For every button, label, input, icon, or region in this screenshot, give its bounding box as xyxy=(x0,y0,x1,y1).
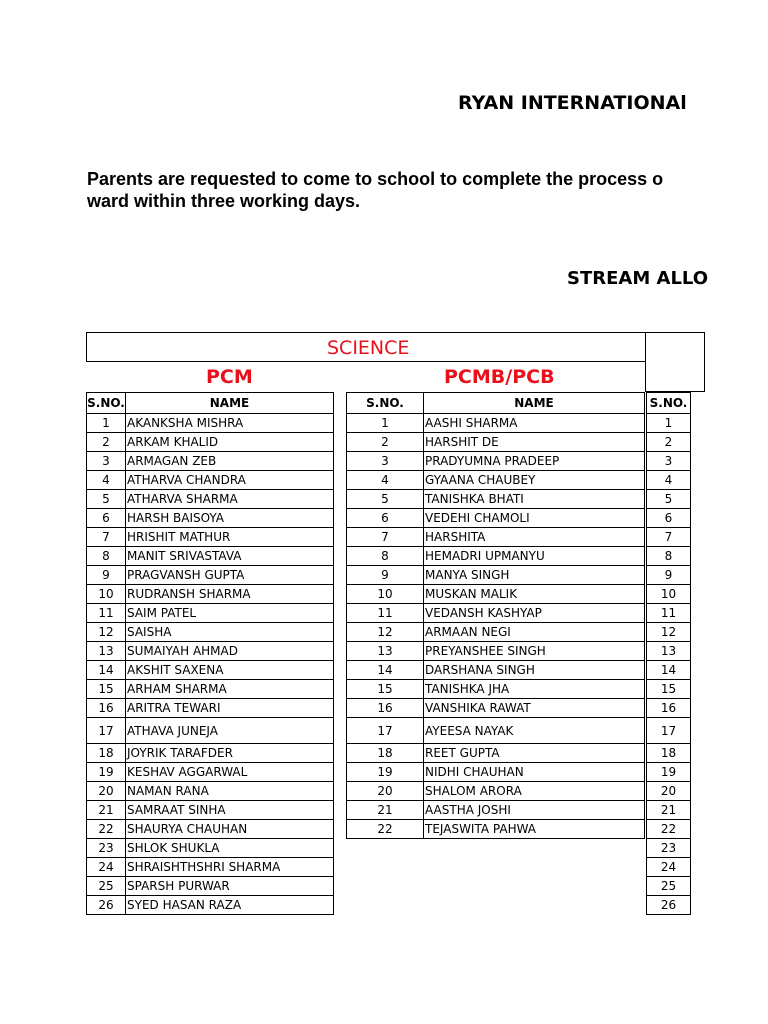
serial-number-cell: 16 xyxy=(347,699,424,718)
student-name-cell: PRAGVANSH GUPTA xyxy=(126,566,334,585)
serial-number-cell: 5 xyxy=(87,490,126,509)
serial-number-cell: 15 xyxy=(87,680,126,699)
table-row xyxy=(347,718,645,744)
student-name-cell: JOYRIK TARAFDER xyxy=(126,744,334,763)
table-row xyxy=(87,585,334,604)
student-name-cell: ATHAVA JUNEJA xyxy=(126,718,334,744)
serial-number-cell: 7 xyxy=(347,528,424,547)
serial-number-cell: 13 xyxy=(347,642,424,661)
student-name-cell: VEDEHI CHAMOLI xyxy=(424,509,645,528)
sno-header: S.NO. xyxy=(87,393,126,414)
table-row xyxy=(347,744,645,763)
serial-number-cell: 9 xyxy=(647,566,691,585)
student-name-cell: AASTHA JOSHI xyxy=(424,801,645,820)
student-name-cell: SAMRAAT SINHA xyxy=(126,801,334,820)
table-row xyxy=(647,433,691,452)
student-name-cell: AKANKSHA MISHRA xyxy=(126,414,334,433)
table-row xyxy=(87,877,334,896)
science-label: SCIENCE xyxy=(327,337,410,359)
table-row xyxy=(647,414,691,433)
student-name-cell: SHLOK SHUKLA xyxy=(126,839,334,858)
name-header: NAME xyxy=(126,393,334,414)
table-row xyxy=(347,782,645,801)
table-row xyxy=(87,896,334,915)
table-row xyxy=(87,547,334,566)
serial-number-cell: 3 xyxy=(647,452,691,471)
serial-number-cell: 16 xyxy=(87,699,126,718)
serial-number-cell: 24 xyxy=(647,858,691,877)
table-row xyxy=(87,858,334,877)
serial-number-cell: 8 xyxy=(647,547,691,566)
table-row xyxy=(347,642,645,661)
serial-number-cell: 23 xyxy=(647,839,691,858)
serial-number-cell: 5 xyxy=(647,490,691,509)
serial-number-cell: 25 xyxy=(647,877,691,896)
table-row xyxy=(347,509,645,528)
table-row xyxy=(87,642,334,661)
table-row xyxy=(647,528,691,547)
serial-number-cell: 12 xyxy=(647,623,691,642)
student-name-cell: ATHARVA SHARMA xyxy=(126,490,334,509)
table-row xyxy=(87,623,334,642)
serial-number-cell: 13 xyxy=(647,642,691,661)
student-name-cell: VANSHIKA RAWAT xyxy=(424,699,645,718)
student-name-cell: SHAURYA CHAUHAN xyxy=(126,820,334,839)
table-row xyxy=(647,680,691,699)
student-name-cell: SPARSH PURWAR xyxy=(126,877,334,896)
table-row xyxy=(647,699,691,718)
serial-number-cell: 20 xyxy=(87,782,126,801)
serial-number-cell: 20 xyxy=(347,782,424,801)
student-name-cell: ATHARVA CHANDRA xyxy=(126,471,334,490)
student-name-cell: SHALOM ARORA xyxy=(424,782,645,801)
serial-number-cell: 24 xyxy=(87,858,126,877)
table-row xyxy=(87,528,334,547)
student-name-cell: AYEESA NAYAK xyxy=(424,718,645,744)
serial-number-cell: 21 xyxy=(647,801,691,820)
parent-notice xyxy=(87,168,707,212)
student-name-cell: SHRAISHTHSHRI SHARMA xyxy=(126,858,334,877)
student-name-cell: KESHAV AGGARWAL xyxy=(126,763,334,782)
table-row xyxy=(647,623,691,642)
serial-number-cell: 15 xyxy=(647,680,691,699)
student-name-cell: SYED HASAN RAZA xyxy=(126,896,334,915)
table-row xyxy=(647,718,691,744)
table-row xyxy=(347,820,645,839)
table-row xyxy=(647,763,691,782)
table-row xyxy=(87,680,334,699)
serial-number-cell: 14 xyxy=(87,661,126,680)
table-row xyxy=(647,661,691,680)
serial-number-cell: 20 xyxy=(647,782,691,801)
school-title: RYAN INTERNATIONAl xyxy=(458,92,687,114)
pcm-group-label: PCM xyxy=(206,366,253,388)
student-name-cell: GYAANA CHAUBEY xyxy=(424,471,645,490)
table-row xyxy=(647,490,691,509)
table-row xyxy=(347,452,645,471)
serial-number-cell: 16 xyxy=(647,699,691,718)
serial-number-cell: 8 xyxy=(347,547,424,566)
table-row xyxy=(347,661,645,680)
notice-line-1: Parents are requested to come to school to complete the process o xyxy=(87,169,664,189)
student-name-cell: VEDANSH KASHYAP xyxy=(424,604,645,623)
table-row xyxy=(647,585,691,604)
table-row xyxy=(87,801,334,820)
table-row xyxy=(347,414,645,433)
serial-number-cell: 17 xyxy=(87,718,126,744)
serial-number-cell: 19 xyxy=(87,763,126,782)
student-name-cell: ARITRA TEWARI xyxy=(126,699,334,718)
student-name-cell: HRISHIT MATHUR xyxy=(126,528,334,547)
serial-number-cell: 10 xyxy=(347,585,424,604)
table-row xyxy=(347,566,645,585)
serial-number-cell: 25 xyxy=(87,877,126,896)
serial-number-cell: 5 xyxy=(347,490,424,509)
table-row xyxy=(647,566,691,585)
pcm-table xyxy=(86,392,334,915)
serial-number-cell: 12 xyxy=(347,623,424,642)
table-row xyxy=(87,452,334,471)
student-name-cell: HARSHITA xyxy=(424,528,645,547)
serial-number-cell: 17 xyxy=(347,718,424,744)
table-row xyxy=(87,566,334,585)
serial-number-cell: 19 xyxy=(347,763,424,782)
student-name-cell: ARKAM KHALID xyxy=(126,433,334,452)
serial-number-cell: 4 xyxy=(87,471,126,490)
serial-number-cell: 6 xyxy=(647,509,691,528)
table-row xyxy=(347,433,645,452)
table-row xyxy=(647,509,691,528)
student-name-cell: MUSKAN MALIK xyxy=(424,585,645,604)
table-row xyxy=(647,782,691,801)
table-row xyxy=(647,547,691,566)
serial-number-cell: 11 xyxy=(647,604,691,623)
student-name-cell: HARSH BAISOYA xyxy=(126,509,334,528)
table-row xyxy=(347,585,645,604)
table-row xyxy=(87,763,334,782)
student-name-cell: DARSHANA SINGH xyxy=(424,661,645,680)
table-row xyxy=(87,509,334,528)
table-row xyxy=(87,839,334,858)
table-row xyxy=(647,896,691,915)
table-row xyxy=(647,877,691,896)
serial-number-cell: 19 xyxy=(647,763,691,782)
serial-number-cell: 26 xyxy=(647,896,691,915)
serial-number-cell: 7 xyxy=(647,528,691,547)
table-row xyxy=(347,680,645,699)
notice-line-2: ward within three working days. xyxy=(87,191,361,211)
student-name-cell: MANYA SINGH xyxy=(424,566,645,585)
table-row xyxy=(87,699,334,718)
student-name-cell: ARMAAN NEGI xyxy=(424,623,645,642)
serial-number-cell: 14 xyxy=(347,661,424,680)
student-name-cell: ARHAM SHARMA xyxy=(126,680,334,699)
student-name-cell: TANISHKA JHA xyxy=(424,680,645,699)
table-row xyxy=(87,820,334,839)
serial-number-cell: 9 xyxy=(347,566,424,585)
table-row xyxy=(647,604,691,623)
table-row xyxy=(347,490,645,509)
table-row xyxy=(347,763,645,782)
serial-number-cell: 23 xyxy=(87,839,126,858)
student-name-cell: SAISHA xyxy=(126,623,334,642)
next-section-header-box xyxy=(645,332,705,392)
table-row xyxy=(347,528,645,547)
table-row xyxy=(647,839,691,858)
serial-number-cell: 11 xyxy=(87,604,126,623)
table-row xyxy=(87,718,334,744)
serial-number-cell: 22 xyxy=(347,820,424,839)
serial-number-cell: 3 xyxy=(347,452,424,471)
serial-number-cell: 14 xyxy=(647,661,691,680)
table-row xyxy=(647,744,691,763)
serial-number-cell: 17 xyxy=(647,718,691,744)
serial-number-cell: 21 xyxy=(347,801,424,820)
serial-number-cell: 18 xyxy=(647,744,691,763)
student-name-cell: RUDRANSH SHARMA xyxy=(126,585,334,604)
serial-number-cell: 9 xyxy=(87,566,126,585)
serial-number-cell: 7 xyxy=(87,528,126,547)
table-row xyxy=(87,744,334,763)
serial-number-cell: 6 xyxy=(87,509,126,528)
serial-number-cell: 10 xyxy=(647,585,691,604)
sno-header: S.NO. xyxy=(647,393,691,414)
table-row xyxy=(647,858,691,877)
table-row xyxy=(647,642,691,661)
student-name-cell: AASHI SHARMA xyxy=(424,414,645,433)
serial-number-cell: 2 xyxy=(347,433,424,452)
stream-allocation-title: STREAM ALLO xyxy=(567,268,709,289)
serial-number-cell: 10 xyxy=(87,585,126,604)
serial-number-cell: 4 xyxy=(647,471,691,490)
serial-number-cell: 1 xyxy=(647,414,691,433)
serial-number-cell: 12 xyxy=(87,623,126,642)
table-row xyxy=(647,801,691,820)
student-name-cell: HARSHIT DE xyxy=(424,433,645,452)
student-name-cell: PREYANSHEE SINGH xyxy=(424,642,645,661)
student-name-cell: SUMAIYAH AHMAD xyxy=(126,642,334,661)
student-name-cell: TEJASWITA PAHWA xyxy=(424,820,645,839)
table-row xyxy=(647,452,691,471)
table-row xyxy=(647,820,691,839)
next-stream-table xyxy=(646,392,691,915)
serial-number-cell: 6 xyxy=(347,509,424,528)
table-row xyxy=(87,414,334,433)
serial-number-cell: 1 xyxy=(87,414,126,433)
serial-number-cell: 11 xyxy=(347,604,424,623)
table-row xyxy=(87,433,334,452)
student-name-cell: ARMAGAN ZEB xyxy=(126,452,334,471)
table-row xyxy=(647,471,691,490)
sno-header: S.NO. xyxy=(347,393,424,414)
student-name-cell: HEMADRI UPMANYU xyxy=(424,547,645,566)
table-row xyxy=(87,604,334,623)
student-name-cell: NIDHI CHAUHAN xyxy=(424,763,645,782)
serial-number-cell: 21 xyxy=(87,801,126,820)
serial-number-cell: 15 xyxy=(347,680,424,699)
serial-number-cell: 2 xyxy=(647,433,691,452)
table-row xyxy=(347,623,645,642)
serial-number-cell: 22 xyxy=(87,820,126,839)
table-row xyxy=(347,604,645,623)
serial-number-cell: 18 xyxy=(347,744,424,763)
table-row xyxy=(347,801,645,820)
serial-number-cell: 3 xyxy=(87,452,126,471)
table-row xyxy=(347,699,645,718)
table-row xyxy=(347,471,645,490)
serial-number-cell: 26 xyxy=(87,896,126,915)
table-row xyxy=(87,490,334,509)
table-row xyxy=(347,547,645,566)
table-row xyxy=(87,782,334,801)
serial-number-cell: 8 xyxy=(87,547,126,566)
pcmb-group-label: PCMB/PCB xyxy=(444,366,555,388)
name-header: NAME xyxy=(424,393,645,414)
student-name-cell: AKSHIT SAXENA xyxy=(126,661,334,680)
student-name-cell: PRADYUMNA PRADEEP xyxy=(424,452,645,471)
student-name-cell: MANIT SRIVASTAVA xyxy=(126,547,334,566)
student-name-cell: TANISHKA BHATI xyxy=(424,490,645,509)
serial-number-cell: 13 xyxy=(87,642,126,661)
serial-number-cell: 1 xyxy=(347,414,424,433)
serial-number-cell: 4 xyxy=(347,471,424,490)
table-row xyxy=(87,471,334,490)
student-name-cell: REET GUPTA xyxy=(424,744,645,763)
serial-number-cell: 2 xyxy=(87,433,126,452)
student-name-cell: SAIM PATEL xyxy=(126,604,334,623)
table-row xyxy=(87,661,334,680)
pcmb-table xyxy=(346,392,645,839)
serial-number-cell: 22 xyxy=(647,820,691,839)
student-name-cell: NAMAN RANA xyxy=(126,782,334,801)
serial-number-cell: 18 xyxy=(87,744,126,763)
